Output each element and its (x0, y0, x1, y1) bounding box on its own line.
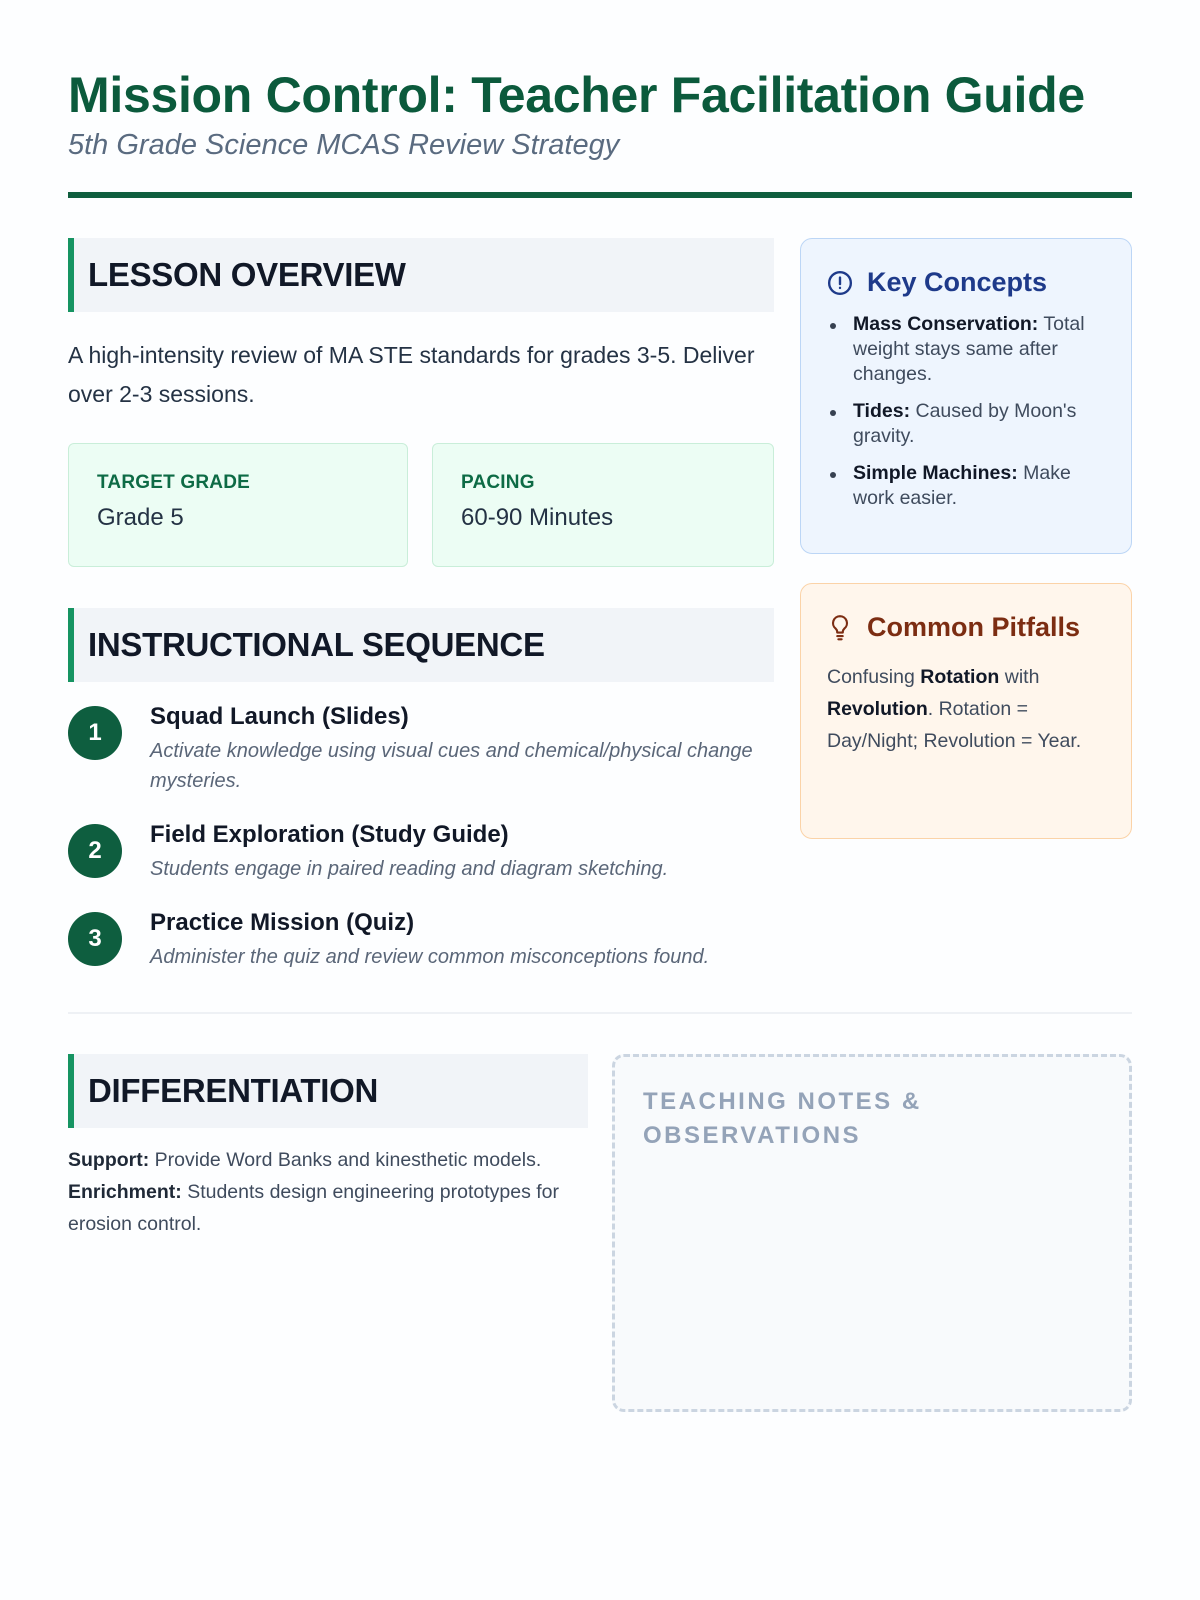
card-header (827, 612, 1105, 643)
differentiation-column (68, 1054, 588, 1412)
lightbulb-icon (827, 614, 853, 642)
concept-term: Simple Machines: (853, 462, 1018, 484)
card-title: Common Pitfalls (867, 612, 1081, 642)
pitfall-emphasis: Rotation (920, 666, 1000, 688)
page-subtitle: 5th Grade Science MCAS Review Strategy (68, 129, 620, 161)
stat-label: TARGET GRADE (97, 472, 250, 493)
step-number-badge: 2 (68, 824, 122, 878)
stat-value: Grade 5 (97, 504, 184, 531)
step-item (68, 702, 774, 796)
card-header (827, 267, 1105, 298)
teaching-notes-box[interactable] (612, 1054, 1132, 1412)
step-body (150, 702, 774, 796)
top-grid (68, 238, 1132, 996)
header-rule (68, 192, 1132, 198)
concept-text: Make work easier. (853, 462, 1071, 509)
step-body (150, 908, 709, 972)
pitfall-text-part: Confusing (827, 666, 921, 688)
section-heading-lesson-overview (68, 238, 774, 312)
differentiation-text (68, 1144, 588, 1240)
section-heading-differentiation (68, 1054, 588, 1128)
main-column (68, 238, 774, 996)
pitfall-emphasis: Revolution (827, 698, 928, 720)
step-description: Administer the quiz and review common misconceptions found. (150, 946, 710, 968)
concept-text: Caused by Moon's gravity. (853, 400, 1077, 447)
stat-row (68, 443, 774, 567)
stat-card-target-grade (68, 443, 408, 567)
step-item (68, 908, 774, 972)
pitfall-text-part: . Rotation = Day/Night; Revolution = Year. (827, 698, 1082, 752)
page-header (68, 0, 1132, 198)
step-description: Activate knowledge using visual cues and chemical/physical change mysteries. (150, 740, 753, 792)
list-item (827, 399, 1105, 449)
pitfall-text (827, 661, 1105, 757)
list-item (827, 312, 1105, 387)
section-divider (68, 1012, 1132, 1014)
step-title: Field Exploration (Study Guide) (150, 821, 509, 848)
teaching-notes-label: TEACHING NOTES & OBSERVATIONS (643, 1088, 922, 1149)
step-title: Practice Mission (Quiz) (150, 909, 415, 936)
card-title: Key Concepts (867, 267, 1048, 297)
step-number-badge: 3 (68, 912, 122, 966)
section-heading-instructional-sequence (68, 608, 774, 682)
concept-text: Total weight stays same after changes. (853, 313, 1085, 385)
sidebar-column (800, 238, 1132, 996)
bottom-grid (68, 1054, 1132, 1412)
support-label: Support: (68, 1149, 150, 1171)
step-title: Squad Launch (Slides) (150, 703, 409, 730)
pitfall-text-part: with (999, 666, 1040, 688)
section-heading-text: LESSON OVERVIEW (88, 256, 406, 293)
overview-text: A high-intensity review of MA STE standards for grades 3-5. Deliver over 2-3 sessions. (68, 342, 755, 407)
section-heading-text: DIFFERENTIATION (88, 1072, 379, 1109)
stat-value: 60-90 Minutes (461, 504, 614, 531)
concept-term: Tides: (853, 400, 911, 422)
step-body (150, 820, 668, 884)
section-heading-text: INSTRUCTIONAL SEQUENCE (88, 626, 545, 663)
enrichment-text: Students design engineering prototypes for erosion control. (68, 1181, 560, 1235)
support-text: Provide Word Banks and kinesthetic models. (154, 1149, 542, 1171)
list-item (827, 461, 1105, 511)
step-item (68, 820, 774, 884)
info-circle-icon (827, 270, 853, 296)
enrichment-label: Enrichment: (68, 1181, 182, 1203)
concept-list (827, 312, 1105, 511)
step-description: Students engage in paired reading and diagram sketching. (150, 858, 669, 880)
common-pitfalls-card (800, 583, 1132, 839)
key-concepts-card (800, 238, 1132, 554)
stat-label: PACING (461, 472, 535, 493)
concept-term: Mass Conservation: (853, 313, 1039, 335)
step-number-badge: 1 (68, 706, 122, 760)
step-list (68, 702, 774, 972)
stat-card-pacing (432, 443, 774, 567)
page-title: Mission Control: Teacher Facilitation Guide (68, 67, 1085, 123)
